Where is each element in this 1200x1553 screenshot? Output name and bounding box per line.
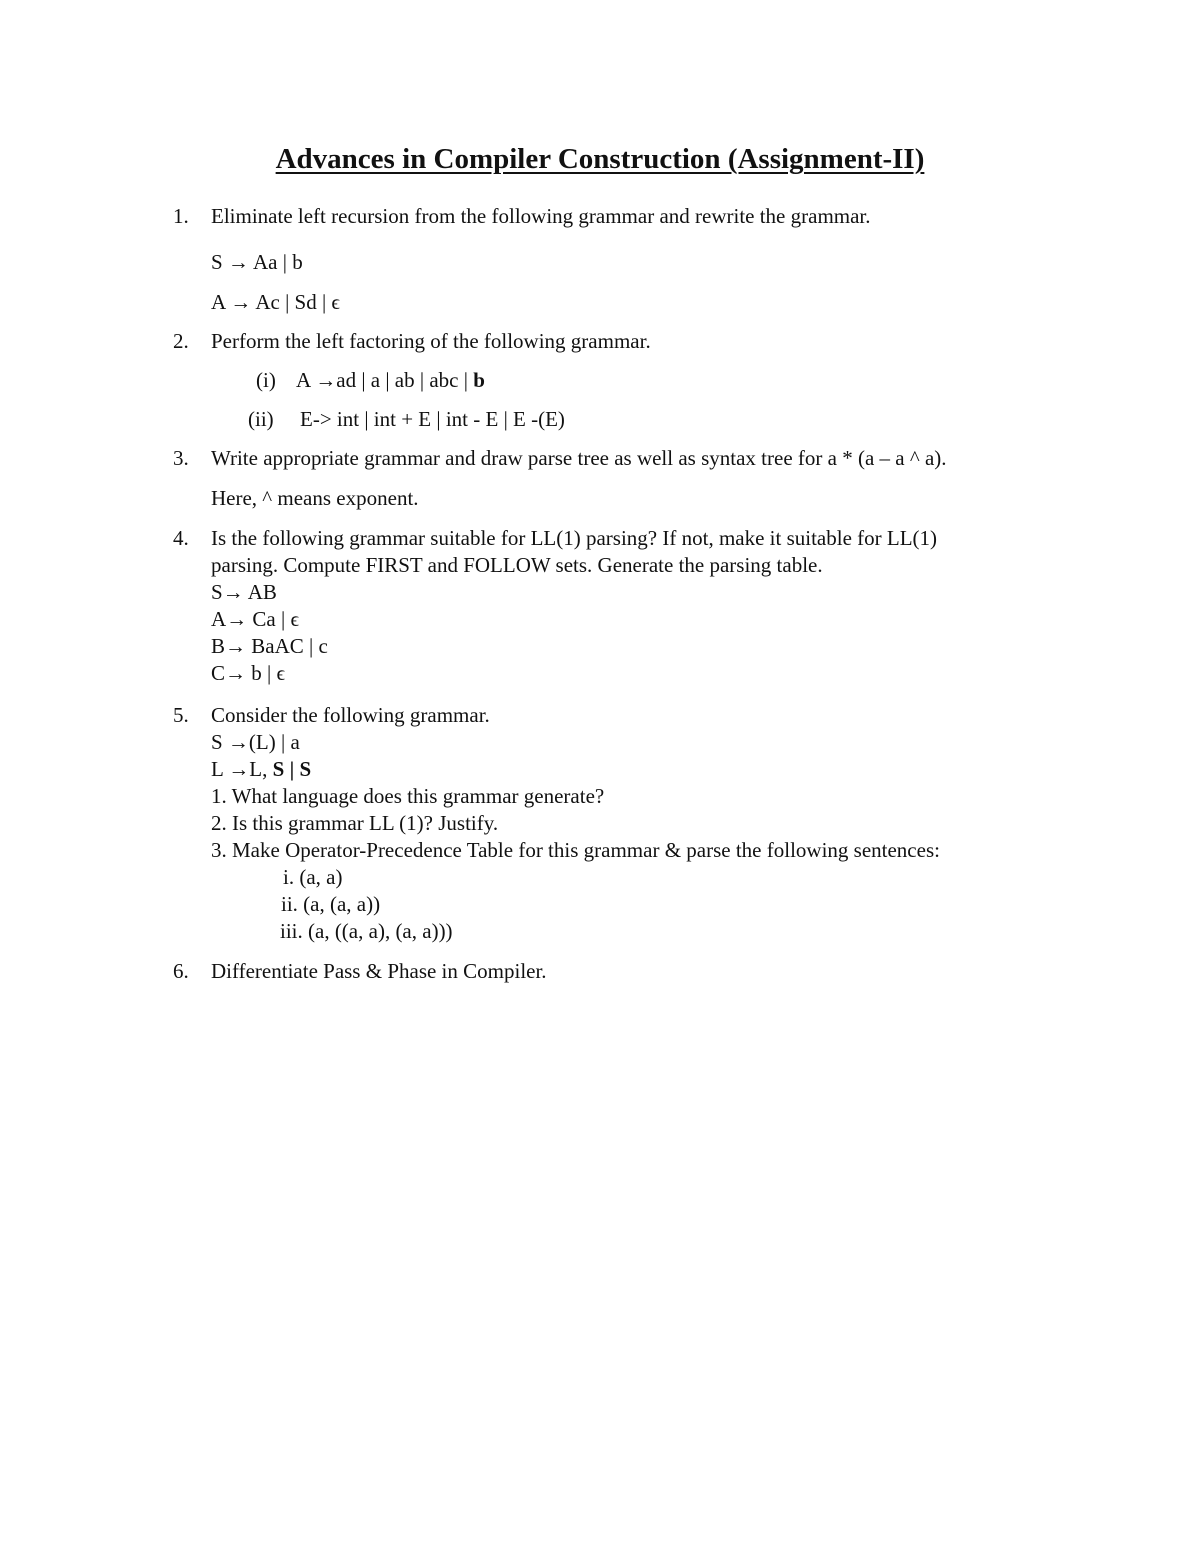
question-5-grammar-l-main: L →L, (211, 757, 273, 781)
question-5-grammar-l (211, 756, 311, 783)
question-5-sentence-ii: ii. (a, (a, a)) (281, 892, 381, 916)
question-2-text: Perform the left factoring of the following grammar. (211, 329, 651, 353)
document-title: Advances in Compiler Construction (Assignment-II) (275, 143, 925, 175)
question-2-part-ii-label: (ii) (248, 407, 274, 431)
question-4-grammar-c: C→ b | ϵ (211, 661, 285, 685)
question-4-grammar-b: B→ BaAC | c (211, 634, 328, 658)
question-4-number: 4. (173, 526, 189, 550)
question-5-text: Consider the following grammar. (211, 703, 490, 727)
question-4-text-line-1: Is the following grammar suitable for LL(1) parsing? If not, make it suitable for LL(1) (211, 526, 938, 550)
question-6-text: Differentiate Pass & Phase in Compiler. (211, 959, 547, 983)
question-6-number: 6. (173, 959, 189, 983)
question-4-grammar-s: S→ AB (211, 580, 277, 604)
question-2-part-ii-grammar: E-> int | int + E | int - E | E -(E) (300, 407, 565, 431)
question-4-grammar-a: A→ Ca | ϵ (211, 607, 299, 631)
question-5-sentence-iii: iii. (a, ((a, a), (a, a))) (280, 919, 453, 943)
question-5-grammar-l-bold: S | S (272, 757, 312, 781)
question-3-text: Write appropriate grammar and draw parse tree as well as syntax tree for a * (a – a ^ a). (211, 446, 947, 470)
question-5-sentence-i: i. (a, a) (283, 865, 343, 889)
question-2-part-i-grammar (296, 367, 485, 394)
question-2-part-i-label: (i) (256, 368, 276, 392)
question-5-grammar-s: S →(L) | a (211, 730, 300, 754)
question-5-number: 5. (173, 703, 189, 727)
question-5-sub-3: 3. Make Operator-Precedence Table for this grammar & parse the following sentences: (211, 838, 940, 862)
question-5-sub-1: 1. What language does this grammar generate? (211, 784, 605, 808)
question-2-number: 2. (173, 329, 189, 353)
question-1-grammar-s: S → Aa | b (211, 250, 303, 274)
question-1-number: 1. (173, 204, 189, 228)
question-1-text: Eliminate left recursion from the following grammar and rewrite the grammar. (211, 204, 871, 228)
question-4-text-line-2: parsing. Compute FIRST and FOLLOW sets. Generate the parsing table. (211, 553, 823, 577)
question-5-sub-2: 2. Is this grammar LL (1)? Justify. (211, 811, 499, 835)
question-3-number: 3. (173, 446, 189, 470)
question-2-part-i-grammar-bold: b (473, 368, 485, 392)
question-1-grammar-a: A → Ac | Sd | ϵ (211, 290, 340, 314)
question-2-part-i-grammar-main: A →ad | a | ab | abc | (296, 368, 474, 392)
question-3-note: Here, ^ means exponent. (211, 486, 419, 510)
